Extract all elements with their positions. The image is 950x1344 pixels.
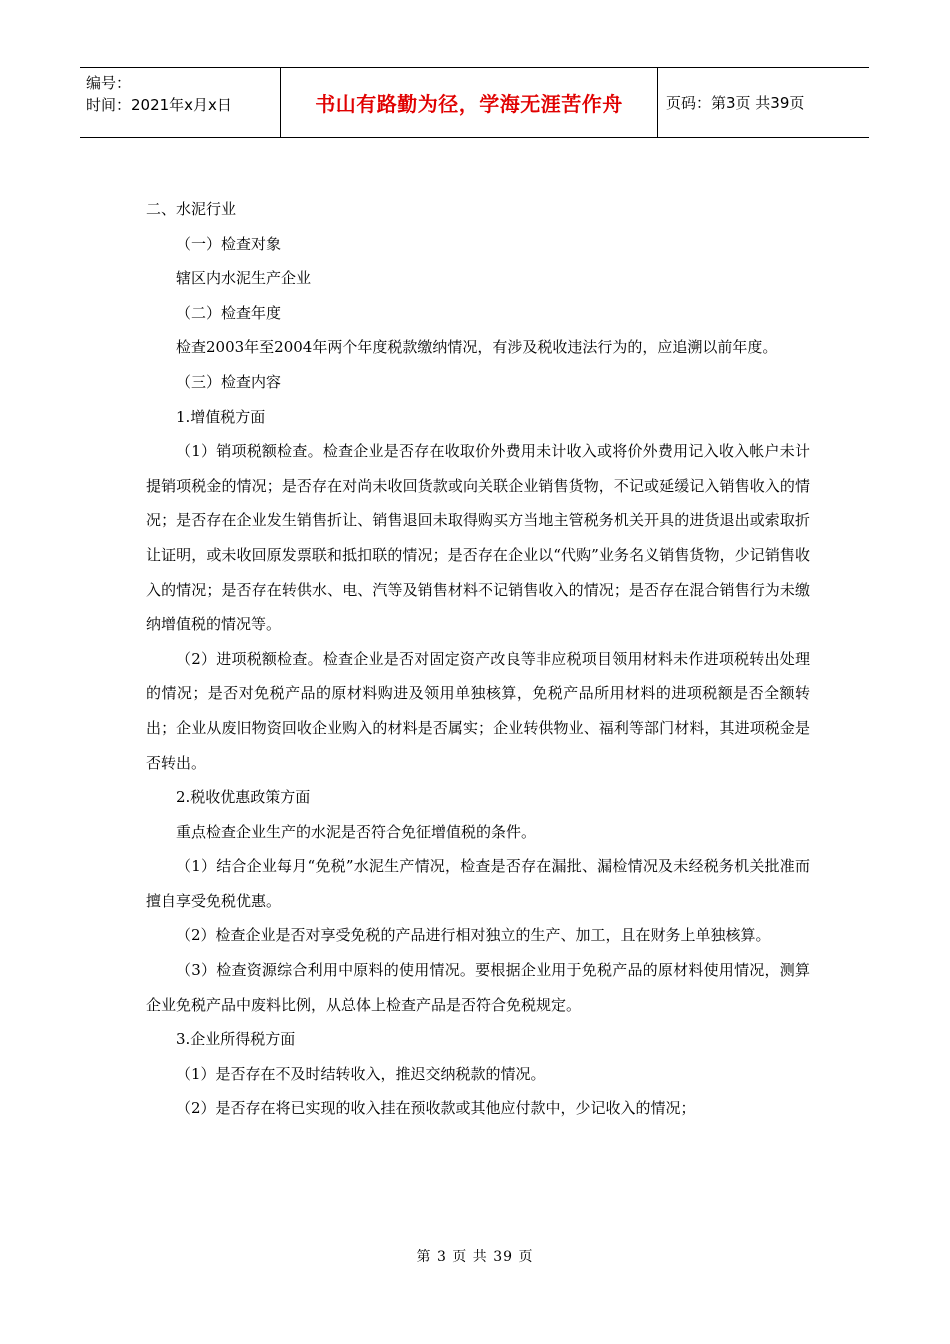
subsection-heading: （三）检查内容 [176,372,282,391]
header-motto: 书山有路勤为径，学海无涯苦作舟 [280,68,658,137]
section-heading: 二、水泥行业 [146,200,237,218]
paragraph: （1）是否存在不及时结转收入，推迟交纳税款的情况。 [176,1064,546,1083]
paragraph: （1）结合企业每月“免税”水泥生产情况，检查是否存在漏批、漏检情况及未经税务机关批准而擅自享受免税优惠。 [146,857,810,910]
item-heading: 3.企业所得税方面 [176,1030,296,1049]
paragraph: （3）检查资源综合利用中原料的使用情况。要根据企业用于免税产品的原材料使用情况，测算企业免税产品中废料比例，从总体上检查产品是否符合免税规定。 [146,961,810,1014]
document-body [146,192,810,1126]
item-heading: 2.税收优惠政策方面 [176,788,311,807]
page-header [80,67,869,138]
document-number-label: 编号： [86,74,132,92]
paragraph: 重点检查企业生产的水泥是否符合免征增值税的条件。 [176,822,537,841]
item-heading: 1.增值税方面 [176,407,266,426]
paragraph: （2）检查企业是否对享受免税的产品进行相对独立的生产、加工，且在财务上单独核算。 [176,926,771,945]
paragraph: （1）销项税额检查。检查企业是否存在收取价外费用未计收入或将价外费用记入收入帐户未计提销项税金的情况；是否存在对尚未收回货款或向关联企业销售货物，不记或延缓记入销售收入的情况；是否存在企业发生销售折让、销售退回未取得购买方当地主管税务机关开具的进货退出或索取折让证明，或未收回原发票联和抵扣联的情况；是否存在企业以“代购”业务名义销售货物，少记销售收入的情况；是否存在转供水、电、汽等及销售材料不记销售收入的情况；是否存在混合销售行为未缴纳增值税的情况等。 [146,442,810,634]
paragraph: （2）是否存在将已实现的收入挂在预收款或其他应付款中，少记收入的情况； [176,1099,696,1118]
subsection-heading: （二）检查年度 [176,303,282,322]
paragraph: （2）进项税额检查。检查企业是否对固定资产改良等非应税项目领用材料未作进项税转出处理的情况；是否对免税产品的原材料购进及领用单独核算，免税产品所用材料的进项税额是否全额转出；企业从废旧物资回收企业购入的材料是否属实；企业转供物业、福利等部门材料，其进项税金是否转出。 [146,649,810,772]
paragraph: 辖区内水泥生产企业 [176,269,312,288]
paragraph: 检查2003年至2004年两个年度税款缴纳情况，有涉及税收违法行为的，应追溯以前年度。 [176,338,778,357]
subsection-heading: （一）检查对象 [176,234,282,253]
document-date: 时间：2021年x月x日 [86,96,232,114]
header-page-info: 页码：第3页 共39页 [666,94,805,112]
page-footer: 第 3 页 共 39 页 [416,1249,534,1265]
header-meta [80,68,280,137]
